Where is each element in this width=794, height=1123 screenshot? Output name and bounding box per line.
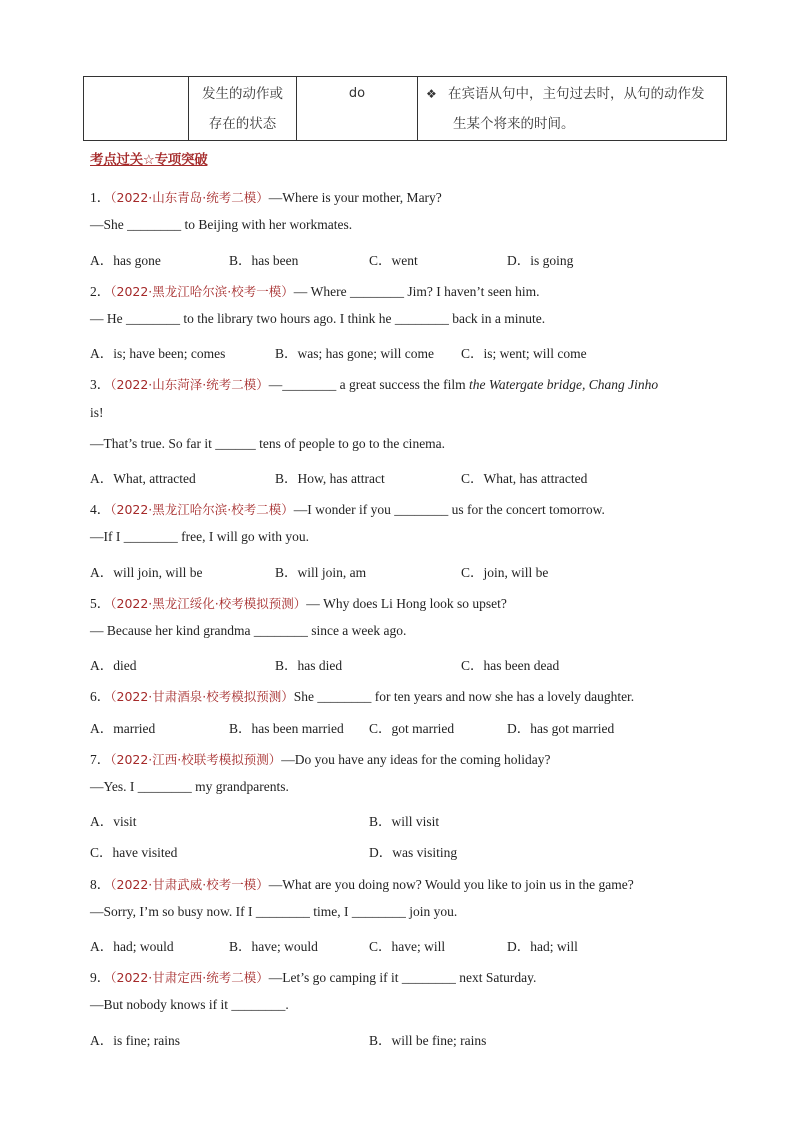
table-cell-note — [418, 77, 727, 141]
question-4-stem — [90, 498, 605, 518]
q7-option-d[interactable]: D．was visiting — [369, 845, 458, 860]
question-number: 5． — [90, 596, 111, 611]
q5-option-b[interactable]: B．has died — [275, 658, 343, 673]
question-number: 7． — [90, 752, 111, 767]
q3-option-a[interactable]: A．What, attracted — [90, 471, 196, 486]
question-source: （2022·黑龙江哈尔滨·校考一模） — [110, 284, 294, 299]
question-8-line-2: —Sorry, I’m so busy now. If I ________ time, I ________ join you. — [90, 904, 458, 919]
q3-option-c[interactable]: C．What, has attracted — [461, 471, 588, 486]
q6-option-b[interactable]: B．has been married — [229, 721, 344, 736]
q4-option-b[interactable]: B．will join, am — [275, 565, 367, 580]
question-source: （2022·江西·校联考模拟预测） — [110, 752, 282, 767]
q2-option-b[interactable]: B．was; has gone; will come — [275, 346, 434, 361]
table-cell-category — [189, 77, 297, 141]
question-4-line-2: —If I ________ free, I will go with you. — [90, 529, 309, 544]
question-number: 6． — [90, 689, 111, 704]
note-line-1: 在宾语从句中，主句过去时，从句的动作发 — [448, 86, 705, 102]
question-text: She ________ for ten years and now she has a lovely daughter. — [293, 689, 635, 704]
question-source: （2022·黑龙江绥化·校考模拟预测） — [110, 596, 307, 611]
note-line-2: 生某个将来的时间。 — [453, 116, 575, 132]
question-3-stem — [90, 373, 658, 393]
question-text: —Do you have any ideas for the coming holiday? — [281, 752, 551, 767]
question-source: （2022·山东菏泽·统考二模） — [110, 377, 269, 392]
q1-option-a[interactable]: A．has gone — [90, 253, 161, 268]
film-title: the Watergate bridge, Chang Jinho — [468, 377, 659, 392]
question-2-line-2: — He ________ to the library two hours ago. I think he ________ back in a minute. — [90, 311, 546, 326]
question-8-stem — [90, 873, 634, 893]
q9-option-a[interactable]: A．is fine; rains — [90, 1033, 180, 1048]
question-number: 8． — [90, 877, 111, 892]
q6-option-a[interactable]: A．married — [90, 721, 156, 736]
q2-option-c[interactable]: C．is; went; will come — [461, 346, 587, 361]
category-line-2: 存在的状态 — [208, 116, 277, 132]
diamond-bullet-icon: ❖ — [426, 87, 437, 101]
question-2-stem — [90, 280, 539, 300]
question-text: —Where is your mother, Mary? — [268, 190, 442, 205]
question-3-line-2: —That’s true. So far it ______ tens of people to go to the cinema. — [90, 436, 446, 451]
question-source: （2022·黑龙江哈尔滨·校考二模） — [110, 502, 294, 517]
q8-option-d[interactable]: D．had; will — [507, 939, 578, 954]
question-5-line-2: — Because her kind grandma ________ since a week ago. — [90, 623, 407, 638]
q7-option-a[interactable]: A．visit — [90, 814, 137, 829]
q7-option-c[interactable]: C．have visited — [90, 845, 178, 860]
q6-option-c[interactable]: C．got married — [369, 721, 455, 736]
table-cell-verb: do — [297, 77, 418, 141]
q1-option-c[interactable]: C．went — [369, 253, 418, 268]
question-7-stem — [90, 748, 550, 768]
question-number: 9． — [90, 970, 111, 985]
question-text: — Where ________ Jim? I haven’t seen him. — [293, 284, 540, 299]
q6-option-d[interactable]: D．has got married — [507, 721, 615, 736]
question-number: 1． — [90, 190, 111, 205]
question-3-stem-cont: is! — [90, 405, 104, 420]
question-source: （2022·甘肃酒泉·校考模拟预测） — [110, 689, 294, 704]
question-text: —What are you doing now? Would you like to join us in the game? — [268, 877, 634, 892]
q7-option-b[interactable]: B．will visit — [369, 814, 440, 829]
question-text: —________ a great success the film — [268, 377, 469, 392]
question-9-stem — [90, 966, 536, 986]
question-6-stem — [90, 685, 634, 705]
q1-option-b[interactable]: B．has been — [229, 253, 299, 268]
question-source: （2022·甘肃武威·校考一模） — [110, 877, 269, 892]
category-line-1: 发生的动作或 — [202, 86, 283, 102]
table-cell-empty — [84, 77, 189, 141]
q3-option-b[interactable]: B．How, has attract — [275, 471, 385, 486]
question-text: — Why does Li Hong look so upset? — [306, 596, 507, 611]
question-number: 3． — [90, 377, 111, 392]
question-text: —I wonder if you ________ us for the concert tomorrow. — [293, 502, 605, 517]
q8-option-a[interactable]: A．had; would — [90, 939, 174, 954]
q1-option-d[interactable]: D．is going — [507, 253, 574, 268]
question-1-stem — [90, 186, 442, 206]
question-source: （2022·甘肃定西·统考二模） — [110, 970, 269, 985]
q5-option-a[interactable]: A．died — [90, 658, 137, 673]
q5-option-c[interactable]: C．has been dead — [461, 658, 560, 673]
q9-option-b[interactable]: B．will be fine; rains — [369, 1033, 487, 1048]
question-source: （2022·山东青岛·统考二模） — [110, 190, 269, 205]
question-1-line-2: —She ________ to Beijing with her workmates. — [90, 217, 353, 232]
question-9-line-2: —But nobody knows if it ________. — [90, 997, 289, 1012]
grammar-table — [83, 76, 727, 141]
table-row — [84, 77, 727, 141]
q4-option-a[interactable]: A．will join, will be — [90, 565, 203, 580]
q4-option-c[interactable]: C．join, will be — [461, 565, 549, 580]
question-number: 4． — [90, 502, 111, 517]
q2-option-a[interactable]: A．is; have been; comes — [90, 346, 226, 361]
q8-option-b[interactable]: B．have; would — [229, 939, 318, 954]
section-title: 考点过关☆专项突破 — [90, 152, 208, 168]
q8-option-c[interactable]: C．have; will — [369, 939, 446, 954]
question-number: 2． — [90, 284, 111, 299]
question-7-line-2: —Yes. I ________ my grandparents. — [90, 779, 289, 794]
question-5-stem — [90, 592, 507, 612]
question-text: —Let’s go camping if it ________ next Saturday. — [268, 970, 537, 985]
